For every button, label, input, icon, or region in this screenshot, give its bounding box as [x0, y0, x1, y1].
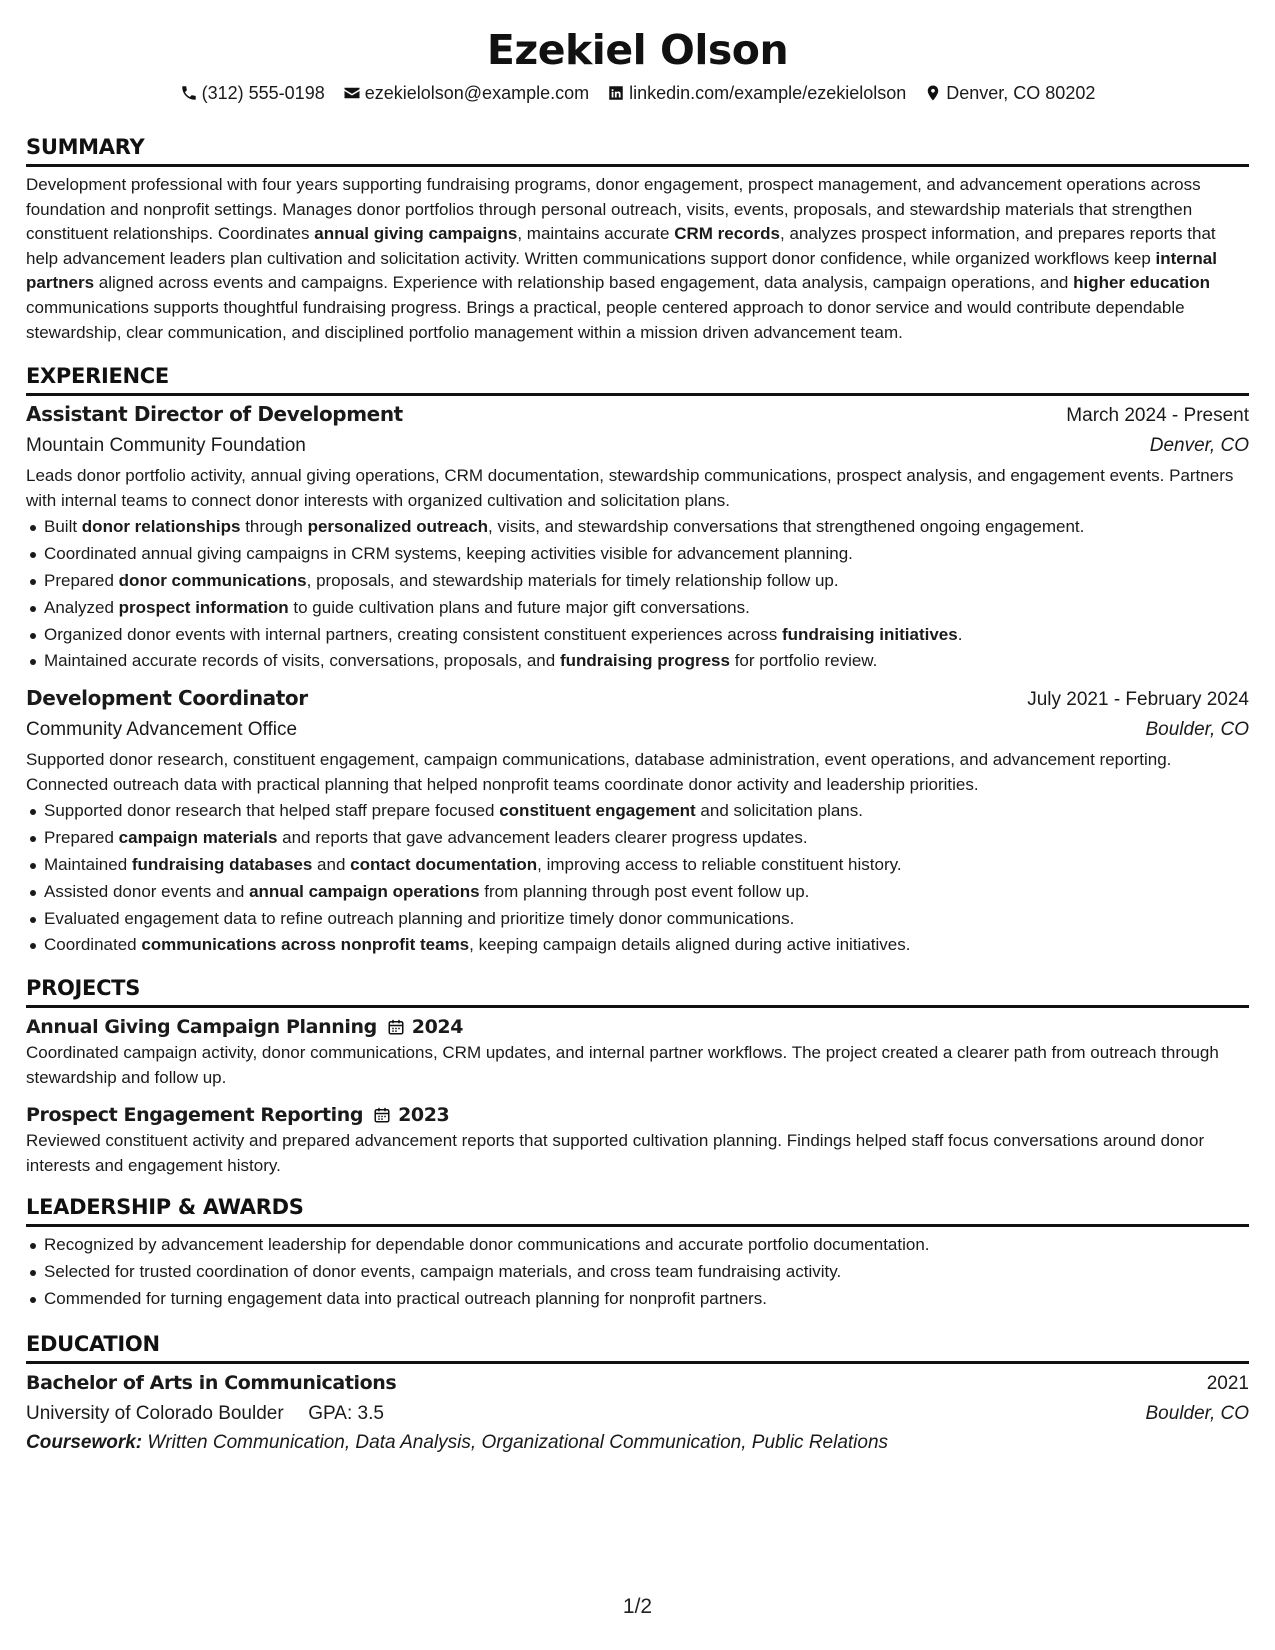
text-segment: aligned across events and campaigns. Experience with relationship based engagement, data analysis, campaign operations, and — [94, 273, 1074, 293]
text-segment: through — [240, 517, 308, 537]
job-entry — [26, 683, 1249, 959]
project-entry — [26, 1101, 1249, 1178]
bold-phrase: donor relationships — [81, 517, 241, 537]
calendar-icon — [387, 1018, 405, 1036]
bold-phrase: donor communications — [118, 570, 307, 590]
job-bullets — [26, 798, 1249, 959]
bold-phrase: fundraising databases — [131, 854, 313, 874]
text-segment: , improving access to reliable constituent history. — [537, 854, 902, 874]
gpa: GPA: 3.5 — [308, 1402, 384, 1424]
phone-icon — [180, 84, 198, 102]
job-title: Development Coordinator — [26, 686, 308, 711]
contact-location — [924, 83, 1095, 104]
coursework — [26, 1429, 1249, 1457]
text-segment: , maintains accurate — [517, 224, 675, 244]
coursework-label: Coursework: — [26, 1431, 143, 1453]
school-name: University of Colorado Boulder — [26, 1402, 284, 1424]
text-segment: to guide cultivation plans and future major gift conversations. — [288, 597, 750, 617]
job-bullets — [26, 514, 1249, 675]
leadership-list — [26, 1232, 1249, 1312]
section-title: LEADERSHIP & AWARDS — [26, 1194, 1249, 1227]
text-segment: Supported donor research that helped staff prepare focused — [44, 801, 500, 821]
job-bullet — [26, 906, 1249, 933]
text-segment: Analyzed — [44, 597, 119, 617]
resume-page — [26, 0, 1249, 1457]
projects-section — [26, 975, 1249, 1178]
contact-email[interactable] — [343, 83, 589, 104]
section-title: PROJECTS — [26, 975, 1249, 1008]
job-organization: Mountain Community Foundation — [26, 435, 306, 457]
job-bullet — [26, 798, 1249, 825]
summary-section — [26, 134, 1249, 345]
job-dates: March 2024 - Present — [1066, 405, 1249, 427]
education-section — [26, 1331, 1249, 1457]
text-segment: from planning through post event follow up. — [479, 881, 810, 901]
experience-section — [26, 363, 1249, 959]
project-name: Annual Giving Campaign Planning — [26, 1016, 377, 1039]
page-number: 1/2 — [622, 1595, 653, 1618]
job-bullet — [26, 852, 1249, 879]
text-segment: Coordinated annual giving campaigns in CRM systems, keeping activities visible for advancement planning. — [44, 544, 853, 564]
text-segment: communications supports thoughtful fundraising progress. Brings a practical, people centered approach to donor service and would contribute dependable stewardship, clear communication, and disciplined portfolio management within a mission driven advancement team. — [26, 297, 1185, 342]
text-segment: and reports that gave advancement leaders clearer progress updates. — [277, 828, 808, 848]
bold-phrase: internal partners — [26, 248, 1217, 293]
job-dates: July 2021 - February 2024 — [1027, 689, 1249, 711]
job-bullet — [26, 595, 1249, 622]
text-segment: , keeping campaign details aligned during active initiatives. — [469, 935, 911, 955]
school-line — [26, 1399, 384, 1429]
section-title: SUMMARY — [26, 134, 1249, 167]
email-link[interactable]: ezekielolson@example.com — [364, 82, 590, 103]
contact-phone — [180, 83, 325, 104]
text-segment: and — [312, 854, 351, 874]
text-segment: Evaluated engagement data to refine outreach planning and prioritize timely donor communications. — [44, 908, 795, 928]
candidate-name: Ezekiel Olson — [486, 26, 789, 74]
linkedin-icon — [607, 84, 625, 102]
job-bullet — [26, 825, 1249, 852]
job-entry — [26, 399, 1249, 675]
bold-phrase: annual campaign operations — [249, 881, 480, 901]
text-segment: , analyzes prospect information, and prepares reports that help advancement leaders plan cultivation and solicitation activity. Written communications support donor confidence, while organized workflows keep — [26, 224, 1216, 268]
leadership-item: Selected for trusted coordination of donor events, campaign materials, and cross team fundraising activity. — [26, 1259, 1249, 1286]
leadership-item: Recognized by advancement leadership for dependable donor communications and accurate portfolio documentation. — [26, 1232, 1249, 1259]
degree: Bachelor of Arts in Communications — [26, 1371, 397, 1394]
phone-text: (312) 555-0198 — [201, 82, 325, 103]
project-name: Prospect Engagement Reporting — [26, 1104, 364, 1127]
leadership-item: Commended for turning engagement data into practical outreach planning for nonprofit partners. — [26, 1286, 1249, 1313]
text-segment: Assisted donor events and — [44, 881, 250, 901]
envelope-icon — [343, 84, 361, 102]
bold-phrase: contact documentation — [350, 854, 538, 874]
job-bullet — [26, 514, 1249, 541]
graduation-year: 2021 — [1206, 1372, 1249, 1394]
bold-phrase: communications across nonprofit teams — [141, 935, 470, 955]
bold-phrase: prospect information — [118, 597, 289, 617]
text-segment: and solicitation plans. — [695, 801, 863, 821]
bold-phrase: CRM records — [674, 224, 781, 244]
job-bullet — [26, 879, 1249, 906]
text-segment: Organized donor events with internal partners, creating consistent constituent experiences across — [44, 624, 783, 644]
job-bullet — [26, 932, 1249, 959]
project-entry — [26, 1013, 1249, 1090]
contact-linkedin[interactable] — [607, 83, 906, 104]
bold-phrase: fundraising progress — [559, 651, 730, 671]
job-organization: Community Advancement Office — [26, 719, 298, 741]
text-segment: , proposals, and stewardship materials for timely relationship follow up. — [306, 570, 839, 590]
job-bullet — [26, 622, 1249, 649]
text-segment: Maintained — [44, 854, 132, 874]
text-segment: Coordinated — [44, 935, 142, 955]
coursework-list: Written Communication, Data Analysis, Organizational Communication, Public Relations — [147, 1431, 889, 1453]
bold-phrase: annual giving campaigns — [314, 224, 518, 244]
project-description: Reviewed constituent activity and prepared advancement reports that supported cultivation planning. Findings helped staff focus conversations around donor interests and engagement history. — [26, 1131, 1205, 1175]
project-year: 2023 — [398, 1104, 450, 1127]
linkedin-link[interactable]: linkedin.com/example/ezekielolson — [629, 82, 907, 103]
text-segment: for portfolio review. — [729, 651, 878, 671]
bold-phrase: higher education — [1073, 273, 1211, 293]
bold-phrase: constituent engagement — [499, 801, 696, 821]
section-title: EDUCATION — [26, 1331, 1249, 1364]
summary-text — [26, 173, 1249, 345]
text-segment: Prepared — [44, 828, 119, 848]
text-segment: . — [957, 624, 963, 644]
bold-phrase: fundraising initiatives — [782, 624, 958, 644]
text-segment: , visits, and stewardship conversations that strengthened ongoing engagement. — [488, 517, 1085, 537]
leadership-section — [26, 1194, 1249, 1312]
text-segment: Prepared — [44, 570, 119, 590]
job-bullet — [26, 541, 1249, 568]
job-location: Denver, CO — [1149, 435, 1249, 457]
text-segment: Development professional with four years supporting fundraising programs, donor engagement, prospect management, and advancement operations across foundation and nonprofit settings. Manages donor portfolios through personal outreach, visits, events, proposals, and stewardship materials that strengthen constituent relationships. Coordinates — [26, 175, 1201, 244]
job-summary: Leads donor portfolio activity, annual giving operations, CRM documentation, stewardship communications, prospect analysis, and engagement events. Partners with internal teams to connect donor interests with organized cultivation and solicitation plans. — [26, 466, 1234, 510]
job-bullet — [26, 568, 1249, 595]
bold-phrase: personalized outreach — [307, 517, 489, 537]
calendar-icon — [373, 1106, 391, 1124]
text-segment: Built — [44, 517, 82, 537]
location-text: Denver, CO 80202 — [946, 82, 1096, 103]
job-title: Assistant Director of Development — [26, 402, 403, 427]
job-location: Boulder, CO — [1145, 719, 1249, 741]
project-year: 2024 — [411, 1016, 464, 1039]
project-description: Coordinated campaign activity, donor communications, CRM updates, and internal partner workflows. The project created a clearer path from outreach through stewardship and follow up. — [26, 1043, 1219, 1087]
school-location: Boulder, CO — [1145, 1402, 1249, 1424]
bold-phrase: campaign materials — [118, 828, 278, 848]
map-pin-icon — [924, 84, 942, 102]
job-summary: Supported donor research, constituent engagement, campaign communications, database administration, event operations, and advancement reporting. Connected outreach data with practical planning that helped nonprofit teams coordinate donor activity and leadership priorities. — [26, 750, 1172, 794]
section-title: EXPERIENCE — [26, 363, 1249, 396]
contact-bar — [26, 79, 1249, 107]
text-segment: Maintained accurate records of visits, conversations, proposals, and — [44, 651, 560, 671]
job-bullet — [26, 648, 1249, 675]
